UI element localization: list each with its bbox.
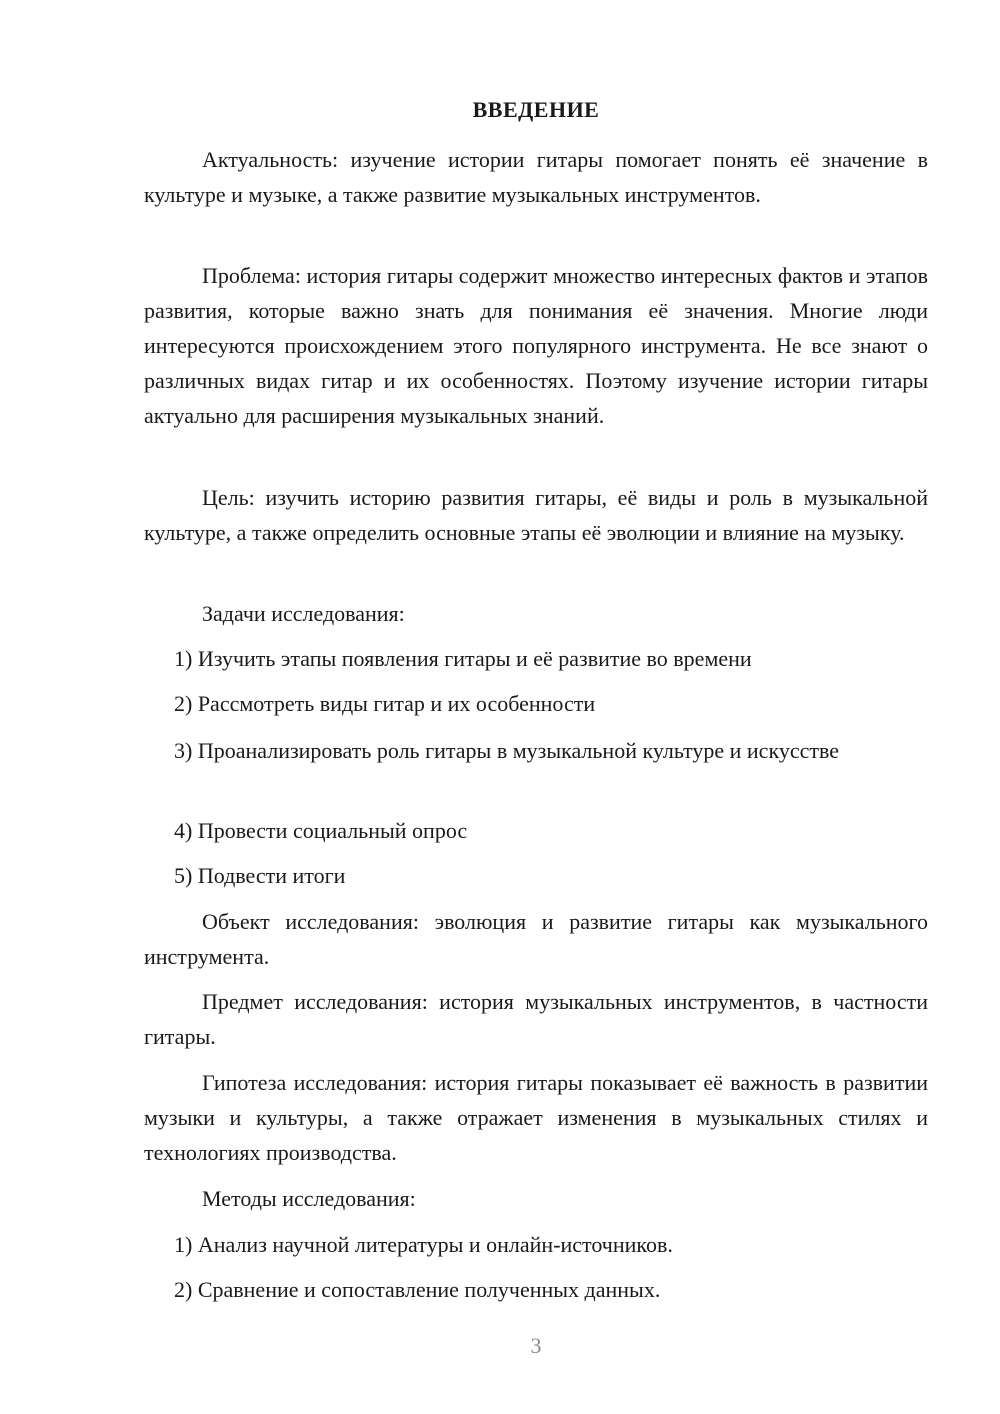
tasks-heading: Задачи исследования: — [202, 601, 405, 626]
method-item: 1) Анализ научной литературы и онлайн-источников. — [174, 1232, 673, 1257]
task-item: 3) Проанализировать роль гитары в музыкальной культуре и искусстве — [174, 738, 839, 763]
methods-heading: Методы исследования: — [202, 1186, 416, 1211]
page-title: ВВЕДЕНИЕ — [472, 97, 600, 122]
task-item: 2) Рассмотреть виды гитар и их особенности — [174, 691, 596, 716]
problem-paragraph: Проблема: история гитары содержит множество интересных фактов и этапов развития, которые важно знать для понимания её значения. Многие люди интересуются происхождением этого популярного инструмента. Не все знают о различных видах гитар и их особенностях. Поэтому изучение истории гитары актуально для расширения музыкальных знаний. — [144, 263, 928, 428]
method-item: 2) Сравнение и сопоставление полученных данных. — [174, 1277, 661, 1302]
task-item: 1) Изучить этапы появления гитары и её развитие во времени — [174, 646, 752, 671]
hypothesis-paragraph: Гипотеза исследования: история гитары показывает её важность в развитии музыки и культуры, а также отражает изменения в музыкальных стилях и технологиях производства. — [144, 1070, 928, 1165]
actuality-paragraph: Актуальность: изучение истории гитары помогает понять её значение в культуре и музыке, а также развитие музыкальных инструментов. — [144, 147, 928, 207]
task-item: 4) Провести социальный опрос — [174, 818, 468, 843]
goal-paragraph: Цель: изучить историю развития гитары, её виды и роль в музыкальной культуре, а также определить основные этапы её эволюции и влияние на музыку. — [144, 485, 928, 545]
subject-paragraph: Предмет исследования: история музыкальных инструментов, в частности гитары. — [144, 989, 928, 1049]
task-item: 5) Подвести итоги — [174, 863, 346, 888]
object-paragraph: Объект исследования: эволюция и развитие гитары как музыкального инструмента. — [144, 909, 928, 969]
page-number: 3 — [530, 1333, 542, 1358]
